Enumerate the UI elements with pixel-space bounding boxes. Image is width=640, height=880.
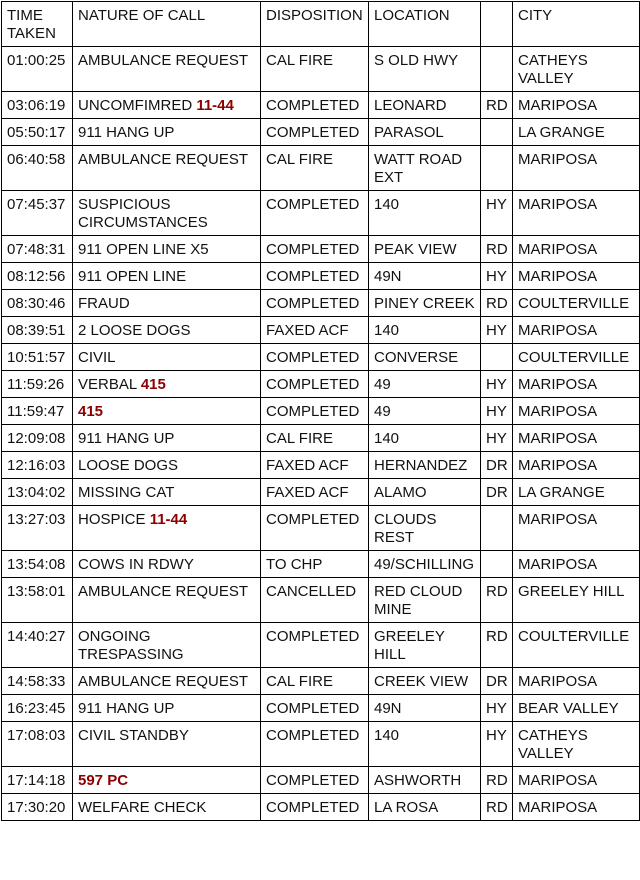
table-row [2, 263, 640, 290]
location-cell: LEONARD [369, 92, 481, 119]
suffix-cell: RD [481, 92, 513, 119]
location-cell: PARASOL [369, 119, 481, 146]
disposition-cell: COMPLETED [261, 623, 369, 668]
city-cell: MARIPOSA [513, 191, 640, 236]
call-code: 11-44 [196, 97, 234, 114]
suffix-cell: HY [481, 695, 513, 722]
suffix-cell: DR [481, 479, 513, 506]
nature-cell [73, 452, 261, 479]
disposition-cell: COMPLETED [261, 92, 369, 119]
location-cell: CREEK VIEW [369, 668, 481, 695]
table-row [2, 794, 640, 821]
suffix-cell: RD [481, 236, 513, 263]
nature-text: 911 HANG UP [78, 430, 175, 447]
suffix-cell: HY [481, 371, 513, 398]
location-cell: S OLD HWY [369, 47, 481, 92]
location-cell: CONVERSE [369, 344, 481, 371]
disposition-cell: COMPLETED [261, 344, 369, 371]
header-disposition: DISPOSITION [261, 2, 369, 47]
nature-text: AMBULANCE REQUEST [78, 583, 249, 600]
suffix-cell: HY [481, 425, 513, 452]
city-cell: MARIPOSA [513, 263, 640, 290]
nature-cell [73, 47, 261, 92]
suffix-cell [481, 551, 513, 578]
time-cell: 13:54:08 [2, 551, 73, 578]
disposition-cell: COMPLETED [261, 236, 369, 263]
location-cell: ASHWORTH [369, 767, 481, 794]
suffix-cell: HY [481, 263, 513, 290]
time-cell: 08:30:46 [2, 290, 73, 317]
time-cell: 12:09:08 [2, 425, 73, 452]
table-row [2, 119, 640, 146]
table-row [2, 47, 640, 92]
time-cell: 17:30:20 [2, 794, 73, 821]
nature-cell [73, 695, 261, 722]
disposition-cell: COMPLETED [261, 695, 369, 722]
disposition-cell: COMPLETED [261, 263, 369, 290]
disposition-cell: FAXED ACF [261, 317, 369, 344]
disposition-cell: COMPLETED [261, 767, 369, 794]
time-cell: 05:50:17 [2, 119, 73, 146]
time-cell: 13:58:01 [2, 578, 73, 623]
suffix-cell: RD [481, 578, 513, 623]
nature-cell [73, 425, 261, 452]
nature-text: WELFARE CHECK [78, 799, 207, 816]
table-row [2, 236, 640, 263]
time-cell: 08:12:56 [2, 263, 73, 290]
nature-text: LOOSE DOGS [78, 457, 179, 474]
call-code: 597 PC [78, 772, 129, 789]
suffix-cell: HY [481, 191, 513, 236]
nature-cell [73, 290, 261, 317]
table-row [2, 146, 640, 191]
suffix-cell [481, 47, 513, 92]
table-row [2, 191, 640, 236]
time-cell: 17:14:18 [2, 767, 73, 794]
location-cell: 49N [369, 263, 481, 290]
disposition-cell: COMPLETED [261, 506, 369, 551]
city-cell: MARIPOSA [513, 506, 640, 551]
city-cell: LA GRANGE [513, 119, 640, 146]
nature-text: VERBAL [78, 376, 137, 393]
suffix-cell [481, 119, 513, 146]
disposition-cell: FAXED ACF [261, 452, 369, 479]
nature-cell [73, 191, 261, 236]
location-cell: 140 [369, 317, 481, 344]
header-suffix [481, 2, 513, 47]
time-cell: 17:08:03 [2, 722, 73, 767]
location-cell: 49 [369, 398, 481, 425]
time-cell: 11:59:26 [2, 371, 73, 398]
city-cell: COULTERVILLE [513, 290, 640, 317]
time-cell: 07:45:37 [2, 191, 73, 236]
nature-cell [73, 398, 261, 425]
city-cell: COULTERVILLE [513, 623, 640, 668]
nature-text: UNCOMFIMRED [78, 97, 193, 114]
city-cell: MARIPOSA [513, 371, 640, 398]
location-cell: CLOUDS REST [369, 506, 481, 551]
location-cell: 49 [369, 371, 481, 398]
time-cell: 03:06:19 [2, 92, 73, 119]
nature-cell [73, 479, 261, 506]
disposition-cell: COMPLETED [261, 119, 369, 146]
table-row [2, 398, 640, 425]
disposition-cell: CAL FIRE [261, 47, 369, 92]
nature-cell [73, 263, 261, 290]
table-row [2, 290, 640, 317]
city-cell: MARIPOSA [513, 452, 640, 479]
header-time: TIME TAKEN [2, 2, 73, 47]
city-cell: MARIPOSA [513, 551, 640, 578]
nature-cell [73, 722, 261, 767]
nature-cell [73, 92, 261, 119]
call-log-table [1, 1, 640, 821]
time-cell: 13:04:02 [2, 479, 73, 506]
location-cell: 140 [369, 722, 481, 767]
city-cell: MARIPOSA [513, 794, 640, 821]
nature-cell [73, 146, 261, 191]
nature-text: 2 LOOSE DOGS [78, 322, 191, 339]
time-cell: 16:23:45 [2, 695, 73, 722]
suffix-cell: DR [481, 452, 513, 479]
city-cell: MARIPOSA [513, 146, 640, 191]
header-nature: NATURE OF CALL [73, 2, 261, 47]
table-row [2, 695, 640, 722]
time-cell: 13:27:03 [2, 506, 73, 551]
location-cell: RED CLOUD MINE [369, 578, 481, 623]
call-code: 415 [140, 376, 166, 393]
disposition-cell: COMPLETED [261, 794, 369, 821]
table-row [2, 767, 640, 794]
nature-text: 911 OPEN LINE X5 [78, 241, 209, 258]
city-cell: CATHEYS VALLEY [513, 722, 640, 767]
table-row [2, 578, 640, 623]
disposition-cell: COMPLETED [261, 290, 369, 317]
nature-cell [73, 506, 261, 551]
header-location: LOCATION [369, 2, 481, 47]
disposition-cell: COMPLETED [261, 371, 369, 398]
suffix-cell: RD [481, 623, 513, 668]
location-cell: HERNANDEZ [369, 452, 481, 479]
nature-text: FRAUD [78, 295, 130, 312]
table-row [2, 371, 640, 398]
nature-cell [73, 794, 261, 821]
suffix-cell: RD [481, 767, 513, 794]
table-row [2, 425, 640, 452]
table-row [2, 668, 640, 695]
nature-text: AMBULANCE REQUEST [78, 673, 249, 690]
location-cell: 140 [369, 191, 481, 236]
city-cell: BEAR VALLEY [513, 695, 640, 722]
time-cell: 11:59:47 [2, 398, 73, 425]
time-cell: 14:40:27 [2, 623, 73, 668]
nature-cell [73, 236, 261, 263]
disposition-cell: TO CHP [261, 551, 369, 578]
time-cell: 08:39:51 [2, 317, 73, 344]
nature-text: ONGOING TRESPASSING [78, 628, 184, 663]
time-cell: 07:48:31 [2, 236, 73, 263]
suffix-cell: DR [481, 668, 513, 695]
table-row [2, 317, 640, 344]
location-cell: 140 [369, 425, 481, 452]
table-row [2, 722, 640, 767]
nature-text: AMBULANCE REQUEST [78, 52, 249, 69]
nature-text: 911 HANG UP [78, 700, 175, 717]
location-cell: 49N [369, 695, 481, 722]
nature-text: HOSPICE [78, 511, 146, 528]
nature-text: AMBULANCE REQUEST [78, 151, 249, 168]
table-row [2, 623, 640, 668]
nature-text: 911 HANG UP [78, 124, 175, 141]
nature-text: 911 OPEN LINE [78, 268, 187, 285]
nature-cell [73, 344, 261, 371]
city-cell: LA GRANGE [513, 479, 640, 506]
nature-text: COWS IN RDWY [78, 556, 194, 573]
nature-cell [73, 551, 261, 578]
location-cell: LA ROSA [369, 794, 481, 821]
disposition-cell: FAXED ACF [261, 479, 369, 506]
time-cell: 06:40:58 [2, 146, 73, 191]
header-city: CITY [513, 2, 640, 47]
nature-text: CIVIL STANDBY [78, 727, 189, 744]
nature-cell [73, 578, 261, 623]
disposition-cell: COMPLETED [261, 191, 369, 236]
location-cell: ALAMO [369, 479, 481, 506]
city-cell: COULTERVILLE [513, 344, 640, 371]
table-row [2, 452, 640, 479]
city-cell: MARIPOSA [513, 398, 640, 425]
time-cell: 12:16:03 [2, 452, 73, 479]
nature-cell [73, 371, 261, 398]
suffix-cell: HY [481, 317, 513, 344]
disposition-cell: COMPLETED [261, 398, 369, 425]
city-cell: CATHEYS VALLEY [513, 47, 640, 92]
disposition-cell: CANCELLED [261, 578, 369, 623]
time-cell: 14:58:33 [2, 668, 73, 695]
city-cell: MARIPOSA [513, 668, 640, 695]
nature-text: MISSING CAT [78, 484, 175, 501]
disposition-cell: CAL FIRE [261, 146, 369, 191]
header-row [2, 2, 640, 47]
call-code: 415 [78, 403, 104, 420]
nature-cell [73, 668, 261, 695]
time-cell: 10:51:57 [2, 344, 73, 371]
nature-text: SUSPICIOUS CIRCUMSTANCES [78, 196, 208, 231]
suffix-cell [481, 146, 513, 191]
time-cell: 01:00:25 [2, 47, 73, 92]
table-row [2, 506, 640, 551]
nature-cell [73, 623, 261, 668]
call-code: 11-44 [149, 511, 188, 528]
call-log-body [2, 47, 640, 821]
disposition-cell: CAL FIRE [261, 668, 369, 695]
city-cell: MARIPOSA [513, 767, 640, 794]
location-cell: GREELEY HILL [369, 623, 481, 668]
nature-text: CIVIL [78, 349, 116, 366]
table-row [2, 92, 640, 119]
nature-cell [73, 119, 261, 146]
city-cell: MARIPOSA [513, 92, 640, 119]
suffix-cell: HY [481, 398, 513, 425]
nature-cell [73, 317, 261, 344]
disposition-cell: COMPLETED [261, 722, 369, 767]
city-cell: MARIPOSA [513, 425, 640, 452]
suffix-cell: RD [481, 794, 513, 821]
suffix-cell [481, 506, 513, 551]
city-cell: GREELEY HILL [513, 578, 640, 623]
location-cell: PINEY CREEK [369, 290, 481, 317]
city-cell: MARIPOSA [513, 236, 640, 263]
disposition-cell: CAL FIRE [261, 425, 369, 452]
location-cell: WATT ROAD EXT [369, 146, 481, 191]
suffix-cell: HY [481, 722, 513, 767]
location-cell: 49/SCHILLING [369, 551, 481, 578]
suffix-cell: RD [481, 290, 513, 317]
location-cell: PEAK VIEW [369, 236, 481, 263]
table-row [2, 479, 640, 506]
table-row [2, 344, 640, 371]
nature-cell [73, 767, 261, 794]
table-row [2, 551, 640, 578]
city-cell: MARIPOSA [513, 317, 640, 344]
suffix-cell [481, 344, 513, 371]
